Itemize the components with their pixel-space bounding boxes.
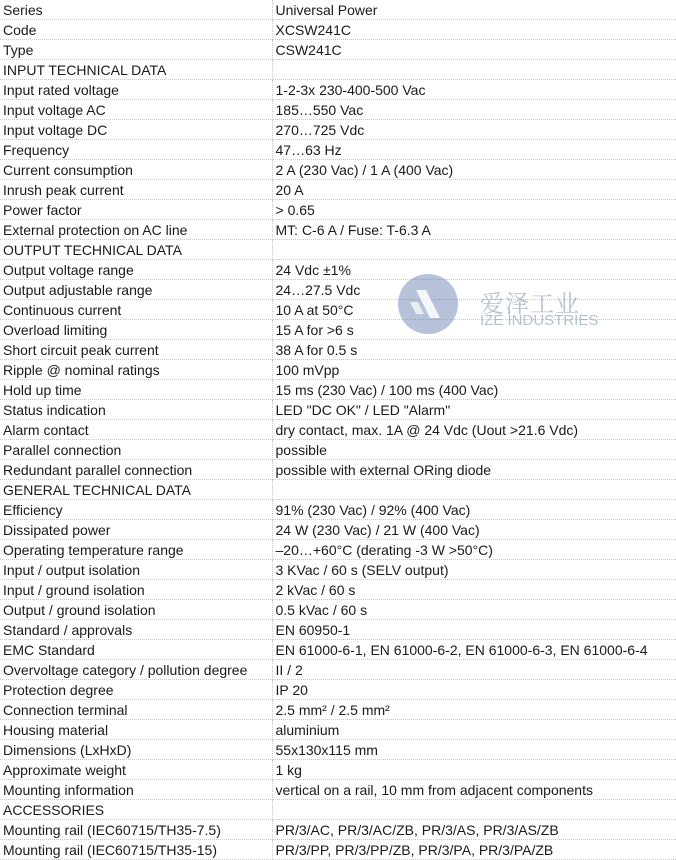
spec-row xyxy=(0,820,676,840)
spec-row xyxy=(0,740,676,760)
spec-label: Input / output isolation xyxy=(0,560,272,580)
spec-label: Continuous current xyxy=(0,300,272,320)
watermark-cn-text: 爱泽工业 xyxy=(480,290,580,318)
spec-row xyxy=(0,680,676,700)
spec-value: 55x130x115 mm xyxy=(272,740,676,760)
spec-value: 3 KVac / 60 s (SELV output) xyxy=(272,560,676,580)
spec-value: 24…27.5 Vdc xyxy=(272,280,676,300)
spec-label: Output / ground isolation xyxy=(0,600,272,620)
spec-row xyxy=(0,220,676,240)
spec-value: –20…+60°C (derating -3 W >50°C) xyxy=(272,540,676,560)
spec-row xyxy=(0,20,676,40)
spec-value: 100 mVpp xyxy=(272,360,676,380)
section-title: ACCESSORIES xyxy=(0,800,272,820)
spec-row xyxy=(0,140,676,160)
spec-value: 1 kg xyxy=(272,760,676,780)
spec-value: 2.5 mm² / 2.5 mm² xyxy=(272,700,676,720)
spec-value: EN 61000-6-1, EN 61000-6-2, EN 61000-6-3, EN 61000-6-4 xyxy=(272,640,676,660)
spec-row xyxy=(0,300,676,320)
spec-label: Dimensions (LxHxD) xyxy=(0,740,272,760)
spec-value: Universal Power xyxy=(272,0,676,20)
spec-label: Connection terminal xyxy=(0,700,272,720)
spec-value: II / 2 xyxy=(272,660,676,680)
spec-row xyxy=(0,760,676,780)
spec-label: Mounting rail (IEC60715/TH35-7.5) xyxy=(0,820,272,840)
spec-label: Parallel connection xyxy=(0,440,272,460)
spec-label: Status indication xyxy=(0,400,272,420)
spec-row xyxy=(0,0,676,20)
spec-label: Type xyxy=(0,40,272,60)
spec-label: Dissipated power xyxy=(0,520,272,540)
spec-row xyxy=(0,40,676,60)
spec-value: 270…725 Vdc xyxy=(272,120,676,140)
spec-row xyxy=(0,780,676,800)
spec-row xyxy=(0,340,676,360)
spec-label: Input / ground isolation xyxy=(0,580,272,600)
spec-row xyxy=(0,840,676,860)
spec-label: Overvoltage category / pollution degree xyxy=(0,660,272,680)
spec-value: aluminium xyxy=(272,720,676,740)
spec-value: XCSW241C xyxy=(272,20,676,40)
spec-row xyxy=(0,160,676,180)
spec-row xyxy=(0,600,676,620)
spec-value: PR/3/AC, PR/3/AC/ZB, PR/3/AS, PR/3/AS/ZB xyxy=(272,820,676,840)
spec-value: IP 20 xyxy=(272,680,676,700)
spec-label: Standard / approvals xyxy=(0,620,272,640)
spec-label: Hold up time xyxy=(0,380,272,400)
spec-row xyxy=(0,280,676,300)
spec-value xyxy=(272,480,676,500)
spec-value xyxy=(272,60,676,80)
spec-row xyxy=(0,440,676,460)
spec-row xyxy=(0,260,676,280)
spec-row xyxy=(0,580,676,600)
spec-row xyxy=(0,380,676,400)
watermark-en-text: IZE INDUSTRIES xyxy=(480,312,599,329)
spec-value: 38 A for 0.5 s xyxy=(272,340,676,360)
section-title: OUTPUT TECHNICAL DATA xyxy=(0,240,272,260)
spec-label: Short circuit peak current xyxy=(0,340,272,360)
spec-row xyxy=(0,320,676,340)
spec-row xyxy=(0,700,676,720)
spec-value: 47…63 Hz xyxy=(272,140,676,160)
section-header-row xyxy=(0,60,676,80)
spec-value: possible with external ORing diode xyxy=(272,460,676,480)
spec-row xyxy=(0,560,676,580)
spec-label: Series xyxy=(0,0,272,20)
spec-value: PR/3/PP, PR/3/PP/ZB, PR/3/PA, PR/3/PA/ZB xyxy=(272,840,676,860)
spec-value: 10 A at 50°C xyxy=(272,300,676,320)
spec-label: Code xyxy=(0,20,272,40)
spec-value: 15 A for >6 s xyxy=(272,320,676,340)
spec-label: Current consumption xyxy=(0,160,272,180)
spec-label: Input rated voltage xyxy=(0,80,272,100)
spec-row xyxy=(0,200,676,220)
spec-value: vertical on a rail, 10 mm from adjacent components xyxy=(272,780,676,800)
spec-row xyxy=(0,100,676,120)
spec-value: 2 kVac / 60 s xyxy=(272,580,676,600)
spec-label: Output voltage range xyxy=(0,260,272,280)
spec-value: 185…550 Vac xyxy=(272,100,676,120)
spec-row xyxy=(0,420,676,440)
spec-row xyxy=(0,540,676,560)
spec-value: 20 A xyxy=(272,180,676,200)
spec-row xyxy=(0,400,676,420)
spec-label: Ripple @ nominal ratings xyxy=(0,360,272,380)
section-title: GENERAL TECHNICAL DATA xyxy=(0,480,272,500)
spec-row xyxy=(0,500,676,520)
spec-label: EMC Standard xyxy=(0,640,272,660)
spec-value: LED "DC OK" / LED "Alarm" xyxy=(272,400,676,420)
spec-label: Alarm contact xyxy=(0,420,272,440)
spec-row xyxy=(0,80,676,100)
spec-value: > 0.65 xyxy=(272,200,676,220)
spec-label: Efficiency xyxy=(0,500,272,520)
section-header-row xyxy=(0,480,676,500)
spec-value: 0.5 kVac / 60 s xyxy=(272,600,676,620)
spec-label: Mounting information xyxy=(0,780,272,800)
spec-label: Frequency xyxy=(0,140,272,160)
spec-label: Redundant parallel connection xyxy=(0,460,272,480)
spec-value: 24 W (230 Vac) / 21 W (400 Vac) xyxy=(272,520,676,540)
spec-row xyxy=(0,720,676,740)
spec-label: Protection degree xyxy=(0,680,272,700)
spec-label: Housing material xyxy=(0,720,272,740)
spec-value: 91% (230 Vac) / 92% (400 Vac) xyxy=(272,500,676,520)
spec-label: External protection on AC line xyxy=(0,220,272,240)
section-title: INPUT TECHNICAL DATA xyxy=(0,60,272,80)
section-header-row xyxy=(0,240,676,260)
spec-row xyxy=(0,180,676,200)
spec-value: dry contact, max. 1A @ 24 Vdc (Uout >21.6 Vdc) xyxy=(272,420,676,440)
spec-value: 1-2-3x 230-400-500 Vac xyxy=(272,80,676,100)
spec-value: 2 A (230 Vac) / 1 A (400 Vac) xyxy=(272,160,676,180)
spec-value: possible xyxy=(272,440,676,460)
spec-label: Power factor xyxy=(0,200,272,220)
spec-value: EN 60950-1 xyxy=(272,620,676,640)
spec-label: Output adjustable range xyxy=(0,280,272,300)
section-header-row xyxy=(0,800,676,820)
spec-label: Input voltage DC xyxy=(0,120,272,140)
spec-row xyxy=(0,640,676,660)
spec-value: 24 Vdc ±1% xyxy=(272,260,676,280)
spec-label: Mounting rail (IEC60715/TH35-15) xyxy=(0,840,272,860)
spec-row xyxy=(0,520,676,540)
spec-value xyxy=(272,800,676,820)
spec-label: Inrush peak current xyxy=(0,180,272,200)
spec-value: 15 ms (230 Vac) / 100 ms (400 Vac) xyxy=(272,380,676,400)
spec-value xyxy=(272,240,676,260)
spec-row xyxy=(0,460,676,480)
spec-label: Input voltage AC xyxy=(0,100,272,120)
spec-row xyxy=(0,360,676,380)
spec-label: Approximate weight xyxy=(0,760,272,780)
spec-value: MT: C-6 A / Fuse: T-6.3 A xyxy=(272,220,676,240)
spec-label: Operating temperature range xyxy=(0,540,272,560)
spec-row xyxy=(0,660,676,680)
spec-row xyxy=(0,620,676,640)
spec-value: CSW241C xyxy=(272,40,676,60)
spec-row xyxy=(0,120,676,140)
spec-label: Overload limiting xyxy=(0,320,272,340)
